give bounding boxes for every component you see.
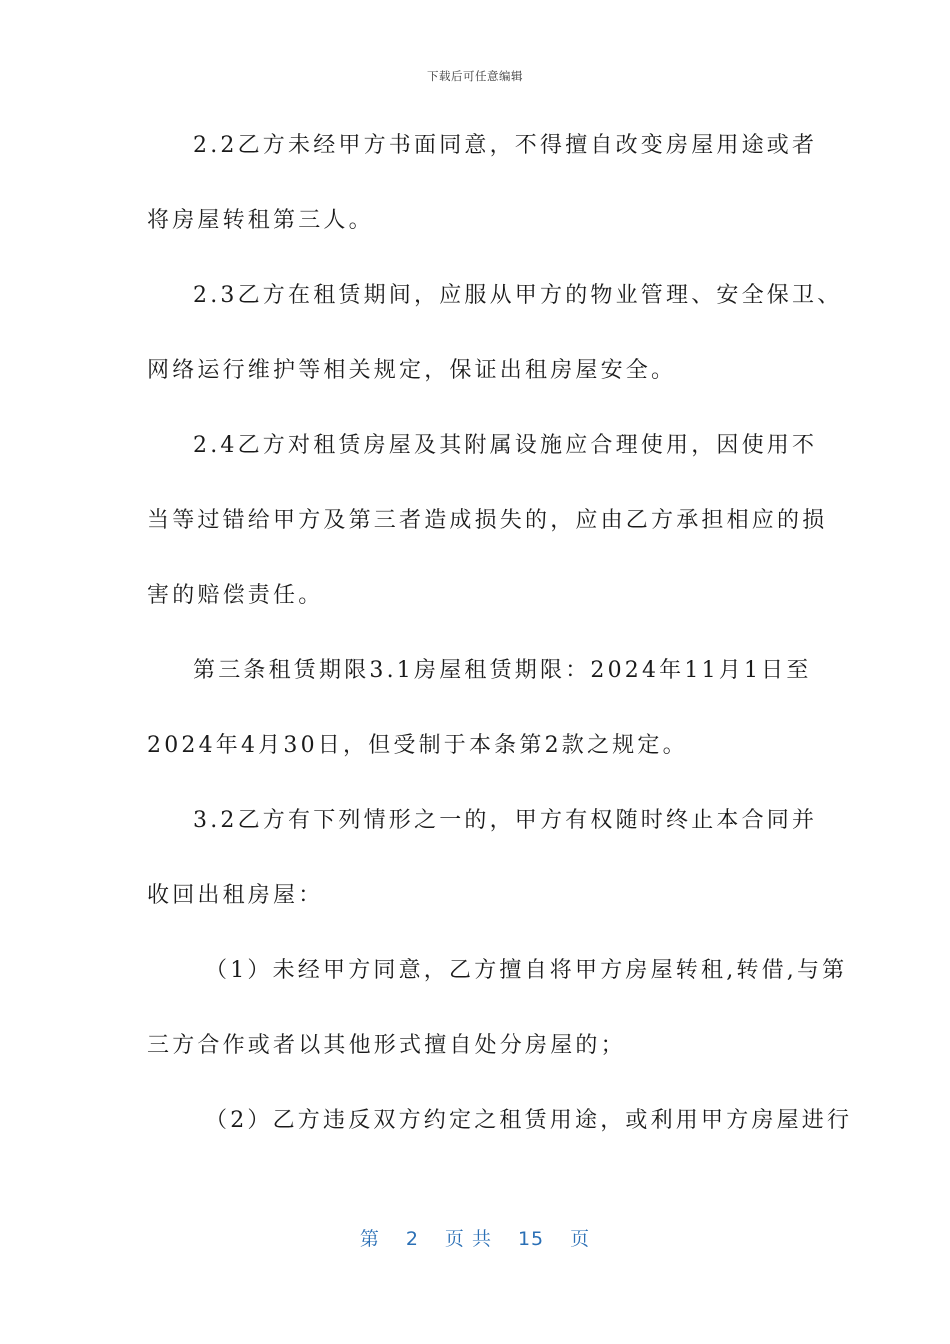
paragraph-line: 将房屋转租第三人。	[147, 208, 374, 233]
paragraph-line: 收回出租房屋：	[147, 883, 324, 908]
paragraph-line: （2）乙方违反双方约定之租赁用途，或利用甲方房屋进行	[205, 1108, 853, 1133]
paragraph-line: 网络运行维护等相关规定，保证出租房屋安全。	[147, 358, 677, 383]
total-pages-number: 15	[517, 1228, 545, 1250]
paragraph-line: 2.3乙方在租赁期间，应服从甲方的物业管理、安全保卫、	[193, 283, 843, 308]
paragraph-line: 2.4乙方对租赁房屋及其附属设施应合理使用，因使用不	[193, 433, 818, 458]
paragraph-line: （1）未经甲方同意，乙方擅自将甲方房屋转租,转借,与第	[205, 958, 848, 983]
footer-prefix: 第	[359, 1228, 380, 1250]
paragraph-line: 第三条租赁期限3.1房屋租赁期限：2024年11月1日至	[193, 658, 812, 683]
footer-middle: 页 共	[444, 1228, 492, 1250]
paragraph-line: 三方合作或者以其他形式擅自处分房屋的；	[147, 1033, 626, 1058]
footer-suffix: 页	[570, 1228, 591, 1250]
document-body	[147, 120, 853, 1170]
current-page-number: 2	[405, 1228, 419, 1250]
paragraph-line: 3.2乙方有下列情形之一的，甲方有权随时终止本合同并	[193, 808, 818, 833]
paragraph-line: 当等过错给甲方及第三者造成损失的，应由乙方承担相应的损	[147, 508, 828, 533]
page-number-footer	[0, 1224, 950, 1251]
paragraph-line: 2.2乙方未经甲方书面同意，不得擅自改变房屋用途或者	[193, 133, 818, 158]
paragraph-line: 害的赔偿责任。	[147, 583, 324, 608]
paragraph-line: 2024年4月30日，但受制于本条第2款之规定。	[147, 733, 688, 758]
header-note: 下载后可任意编辑	[427, 69, 523, 83]
